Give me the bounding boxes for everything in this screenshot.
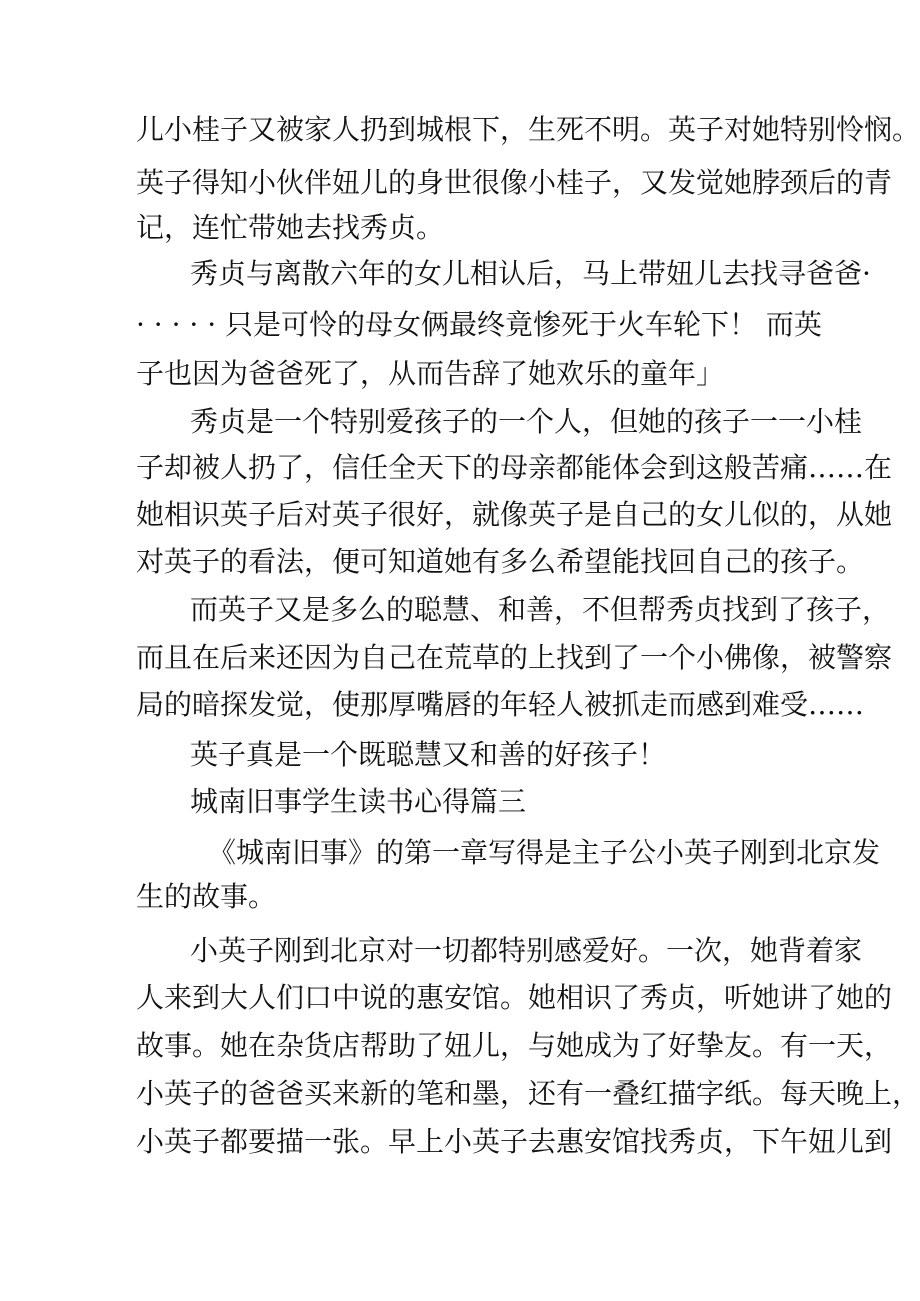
text-line: 秀贞是一个特别爱孩子的一个人，但她的孩子一一小桂 [190, 405, 863, 438]
text-line: 故事。她在杂货店帮助了妞儿，与她成为了好挚友。有一天， [136, 1029, 893, 1062]
text-line: 子却被人扔了，信任全天下的母亲都能体会到这般苦痛……在 [136, 451, 893, 484]
text-line: 生的故事。 [136, 880, 277, 913]
text-line: 英子真是一个既聪慧又和善的好孩子！ [190, 738, 667, 771]
text-line: 对英子的看法，便可知道她有多么希望能找回自己的孩子。 [136, 545, 865, 578]
text-line: 而且在后来还因为自己在荒草的上找到了一个小佛像，被警察 [136, 641, 893, 674]
section-heading: 城南旧事学生读书心得篇三 [190, 785, 527, 818]
text-line: 子也因为爸爸死了，从而告辞了她欢乐的童年」 [136, 357, 725, 390]
text-line: 人来到大人们口中说的惠安馆。她相识了秀贞，听她讲了她的 [136, 981, 893, 1014]
text-line: · · · · · 只是可怜的母女俩最终竟惨死于火车轮下！ 而英 [136, 308, 822, 341]
text-line: 小英子刚到北京对一切都特别感爱好。一次，她背着家 [190, 934, 863, 967]
text-line: 儿小桂子又被家人扔到城根下，生死不明。英子对她特别怜悯。 [136, 113, 920, 146]
text-line: 《城南旧事》的第一章写得是主子公小英子刚到北京发 [208, 836, 881, 869]
text-line: 英子得知小伙伴妞儿的身世很像小桂子，又发觉她脖颈后的青 [136, 166, 893, 199]
text-line: 小英子的爸爸买来新的笔和墨，还有一叠红描字纸。每天晚上， [136, 1077, 920, 1110]
text-line: 小英子都要描一张。早上小英子去惠安馆找秀贞，下午妞儿到 [136, 1125, 893, 1158]
text-line: 而英子又是多么的聪慧、和善，不但帮秀贞找到了孩子， [190, 593, 891, 626]
text-line: 局的暗探发觉，使那厚嘴唇的年轻人被抓走而感到难受…… [136, 688, 865, 721]
text-line: 她相识英子后对英子很好，就像英子是自己的女儿似的，从她 [136, 498, 893, 531]
text-line: 记，连忙带她去找秀贞。 [136, 211, 445, 244]
text-line: 秀贞与离散六年的女儿相认后，马上带妞儿去找寻爸爸· [190, 257, 871, 290]
